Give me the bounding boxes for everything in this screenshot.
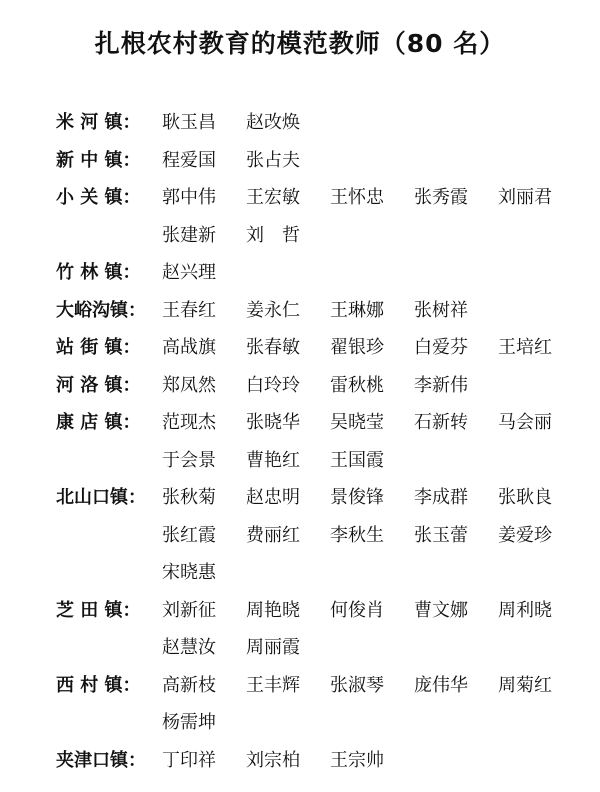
town-name: 康 店 镇： — [56, 412, 141, 433]
teacher-names — [162, 292, 582, 330]
teacher-name: 李秋生 — [330, 524, 384, 546]
town-name: 西 村 镇： — [56, 674, 141, 696]
teacher-name: 高战旗 — [162, 337, 216, 358]
teacher-name: 景俊锋 — [330, 487, 384, 508]
teacher-name: 姜爱珍 — [498, 524, 552, 546]
teacher-name: 庞伟华 — [414, 674, 468, 696]
teacher-name: 姜永仁 — [246, 299, 300, 321]
teacher-name: 王琳娜 — [330, 299, 384, 321]
teacher-name: 杨需坤 — [162, 712, 216, 733]
teacher-name: 赵忠明 — [246, 487, 300, 508]
teacher-list — [56, 104, 586, 779]
teacher-names — [162, 142, 582, 180]
teacher-name: 刘新征 — [162, 599, 216, 621]
teacher-names — [162, 404, 582, 479]
teacher-name: 周丽霞 — [246, 637, 300, 658]
teacher-name: 雷秋桃 — [330, 374, 384, 396]
teacher-name: 张树祥 — [414, 299, 468, 321]
teacher-name: 吴晓莹 — [330, 412, 384, 433]
teacher-name: 王丰辉 — [246, 674, 300, 696]
teacher-name: 张红霞 — [162, 524, 216, 546]
teacher-name: 曹文娜 — [414, 599, 468, 621]
town-entry — [56, 179, 586, 254]
town-name: 河 洛 镇： — [56, 374, 141, 396]
town-entry — [56, 592, 586, 667]
town-name: 芝 田 镇： — [56, 599, 141, 621]
town-name: 北山口镇： — [56, 487, 146, 508]
teacher-name: 周菊红 — [498, 674, 552, 696]
teacher-names — [162, 742, 582, 780]
teacher-name: 程爱国 — [162, 149, 216, 171]
teacher-names — [162, 179, 582, 254]
town-entry — [56, 404, 586, 479]
teacher-names — [162, 479, 582, 592]
teacher-names — [162, 254, 582, 292]
teacher-name: 丁印祥 — [162, 749, 216, 771]
teacher-name: 张耿良 — [498, 487, 552, 508]
teacher-name: 刘 哲 — [246, 224, 300, 246]
teacher-name: 张春敏 — [246, 337, 300, 358]
teacher-name: 翟银珍 — [330, 337, 384, 358]
teacher-name: 张秋菊 — [162, 487, 216, 508]
teacher-names — [162, 367, 582, 405]
town-name: 小 关 镇： — [56, 187, 141, 208]
teacher-name: 刘宗柏 — [246, 749, 300, 771]
teacher-names — [162, 329, 582, 367]
town-entry — [56, 667, 586, 742]
town-name: 大峪沟镇： — [56, 299, 146, 321]
teacher-name: 王宗帅 — [330, 749, 384, 771]
town-entry — [56, 479, 586, 592]
town-name: 夹津口镇： — [56, 749, 146, 771]
town-name: 米 河 镇： — [56, 112, 141, 133]
teacher-names — [162, 592, 582, 667]
teacher-name: 郭中伟 — [162, 187, 216, 208]
teacher-name: 郑凤然 — [162, 374, 216, 396]
town-entry — [56, 742, 586, 780]
teacher-name: 赵兴理 — [162, 262, 216, 283]
teacher-names — [162, 104, 582, 142]
teacher-name: 耿玉昌 — [162, 112, 216, 133]
town-entry — [56, 329, 586, 367]
teacher-name: 张秀霞 — [414, 187, 468, 208]
teacher-name: 周艳晓 — [246, 599, 300, 621]
teacher-name: 张晓华 — [246, 412, 300, 433]
teacher-name: 白玲玲 — [246, 374, 300, 396]
teacher-name: 李新伟 — [414, 374, 468, 396]
teacher-name: 王培红 — [498, 337, 552, 358]
teacher-name: 李成群 — [414, 487, 468, 508]
teacher-name: 何俊肖 — [330, 599, 384, 621]
teacher-name: 石新转 — [414, 412, 468, 433]
teacher-name: 赵改焕 — [246, 112, 300, 133]
teacher-name: 费丽红 — [246, 524, 300, 546]
teacher-name: 周利晓 — [498, 599, 552, 621]
teacher-name: 范现杰 — [162, 412, 216, 433]
teacher-name: 张建新 — [162, 224, 216, 246]
town-entry — [56, 292, 586, 330]
town-name: 竹 林 镇： — [56, 262, 141, 283]
town-name: 站 街 镇： — [56, 337, 141, 358]
teacher-name: 王怀忠 — [330, 187, 384, 208]
teacher-name: 曹艳红 — [246, 449, 300, 471]
town-entry — [56, 104, 586, 142]
teacher-name: 于会景 — [162, 449, 216, 471]
teacher-name: 高新枝 — [162, 674, 216, 696]
town-entry — [56, 367, 586, 405]
town-name: 新 中 镇： — [56, 149, 141, 171]
town-entry — [56, 142, 586, 180]
teacher-name: 张淑琴 — [330, 674, 384, 696]
teacher-name: 王国霞 — [330, 449, 384, 471]
teacher-name: 马会丽 — [498, 412, 552, 433]
teacher-name: 宋晓惠 — [162, 562, 216, 583]
teacher-name: 张占夫 — [246, 149, 300, 171]
town-entry — [56, 254, 586, 292]
teacher-name: 赵慧汝 — [162, 637, 216, 658]
teacher-name: 王宏敏 — [246, 187, 300, 208]
teacher-name: 白爱芬 — [414, 337, 468, 358]
teacher-names — [162, 667, 582, 742]
teacher-name: 王春红 — [162, 299, 216, 321]
teacher-name: 张玉蕾 — [414, 524, 468, 546]
teacher-name: 刘丽君 — [498, 187, 552, 208]
page-title: 扎根农村教育的模范教师（80 名） — [94, 29, 506, 58]
